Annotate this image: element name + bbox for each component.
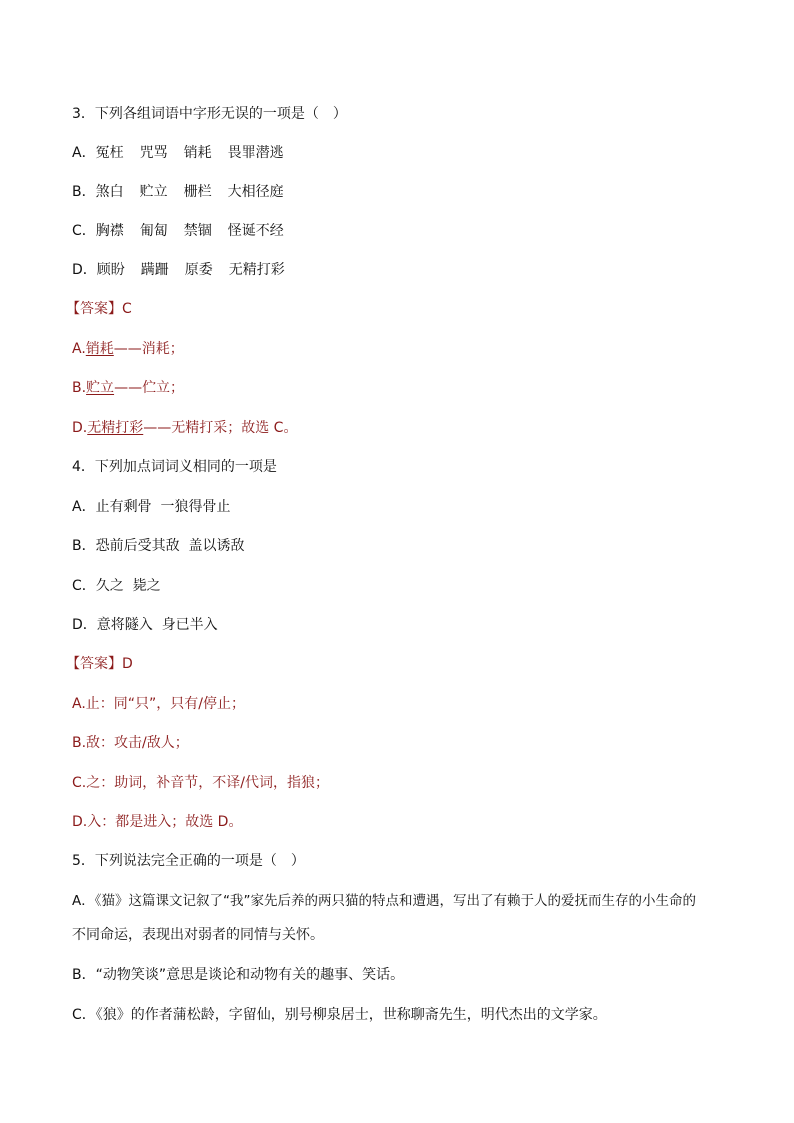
q3-stem: 3．下列各组词语中字形无误的一项是（ ） [72,106,347,122]
exp-correction: ——消耗； [113,341,184,357]
q3-option-c [72,221,284,241]
q4-option-b [72,536,245,556]
option-text: C．久之 [72,578,124,594]
option-label: A．冤枉 [72,145,124,161]
option-word: 栅栏 [183,184,212,200]
q3-explanation-a [72,339,184,359]
option-text: 一狼得骨止 [160,499,231,515]
exp-prefix: D. [72,420,88,436]
option-word: 大相径庭 [227,184,284,200]
exp-prefix: A. [72,341,86,357]
option-word: 禁锢 [183,223,212,239]
option-word: 咒骂 [139,145,168,161]
answer-value: C [122,301,132,317]
option-word: 贮立 [139,184,168,200]
q5-option-c: C．《狼》的作者蒲松龄，字留仙，别号柳泉居士，世称聊斋先生，明代杰出的文学家。 [72,1007,607,1023]
option-word: 原委 [184,262,213,278]
q3-option-a [72,143,284,163]
wrong-word: 无精打彩 [87,420,144,436]
option-label: D．顾盼 [72,262,125,278]
option-text: 盖以诱敌 [188,538,245,554]
q3-answer [66,299,132,319]
q5-option-a-line1: A．《猫》这篇课文记叙了“我”家先后养的两只猫的特点和遭遇，写出了有赖于人的爱抚而生存的小生命的 [72,893,696,909]
q3-option-b [72,182,284,202]
q5-option-a-line2: 不同命运，表现出对弱者的同情与关怀。 [72,927,324,943]
exp-correction: ——伫立； [114,380,185,396]
q4-answer [66,654,133,674]
q3-explanation-b [72,378,184,398]
q3-option-d [72,260,285,280]
option-text: A．止有剩骨 [72,499,152,515]
option-word: 无精打彩 [228,262,285,278]
option-word: 销耗 [183,145,212,161]
option-text: B．恐前后受其敌 [72,538,180,554]
exp-correction: ——无精打采；故选 C。 [143,420,298,436]
option-word: 匍匐 [139,223,168,239]
q4-option-a [72,497,230,517]
q4-explanation-a: A.止：同“只”，只有/停止； [72,696,246,712]
q4-explanation-d: D.入：都是进入；故选 D。 [72,814,243,830]
answer-label: 【答案】 [66,656,122,672]
option-word: 蹒跚 [140,262,169,278]
q4-option-c [72,576,161,596]
q4-option-d [72,615,218,635]
q4-explanation-b: B.敌：攻击/敌人； [72,735,189,751]
q5-stem: 5．下列说法完全正确的一项是（ ） [72,853,305,869]
option-label: B．煞白 [72,184,124,200]
option-word: 畏罪潜逃 [227,145,284,161]
wrong-word: 销耗 [85,341,114,357]
option-text: 毙之 [132,578,161,594]
option-label: C．胸襟 [72,223,124,239]
answer-label: 【答案】 [66,301,122,317]
q3-explanation-d [72,418,297,438]
option-text: D．意将隧入 [72,617,153,633]
option-text: 身已半入 [161,617,218,633]
q4-explanation-c: C.之：助词，补音节，不译/代词，指狼； [72,775,329,791]
wrong-word: 贮立 [86,380,115,396]
q4-stem: 4．下列加点词词义相同的一项是 [72,459,277,475]
exp-prefix: B. [72,380,87,396]
q5-option-b: B．“动物笑谈”意思是谈论和动物有关的趣事、笑话。 [72,967,405,983]
option-word: 怪诞不经 [227,223,284,239]
answer-value: D [122,656,133,672]
